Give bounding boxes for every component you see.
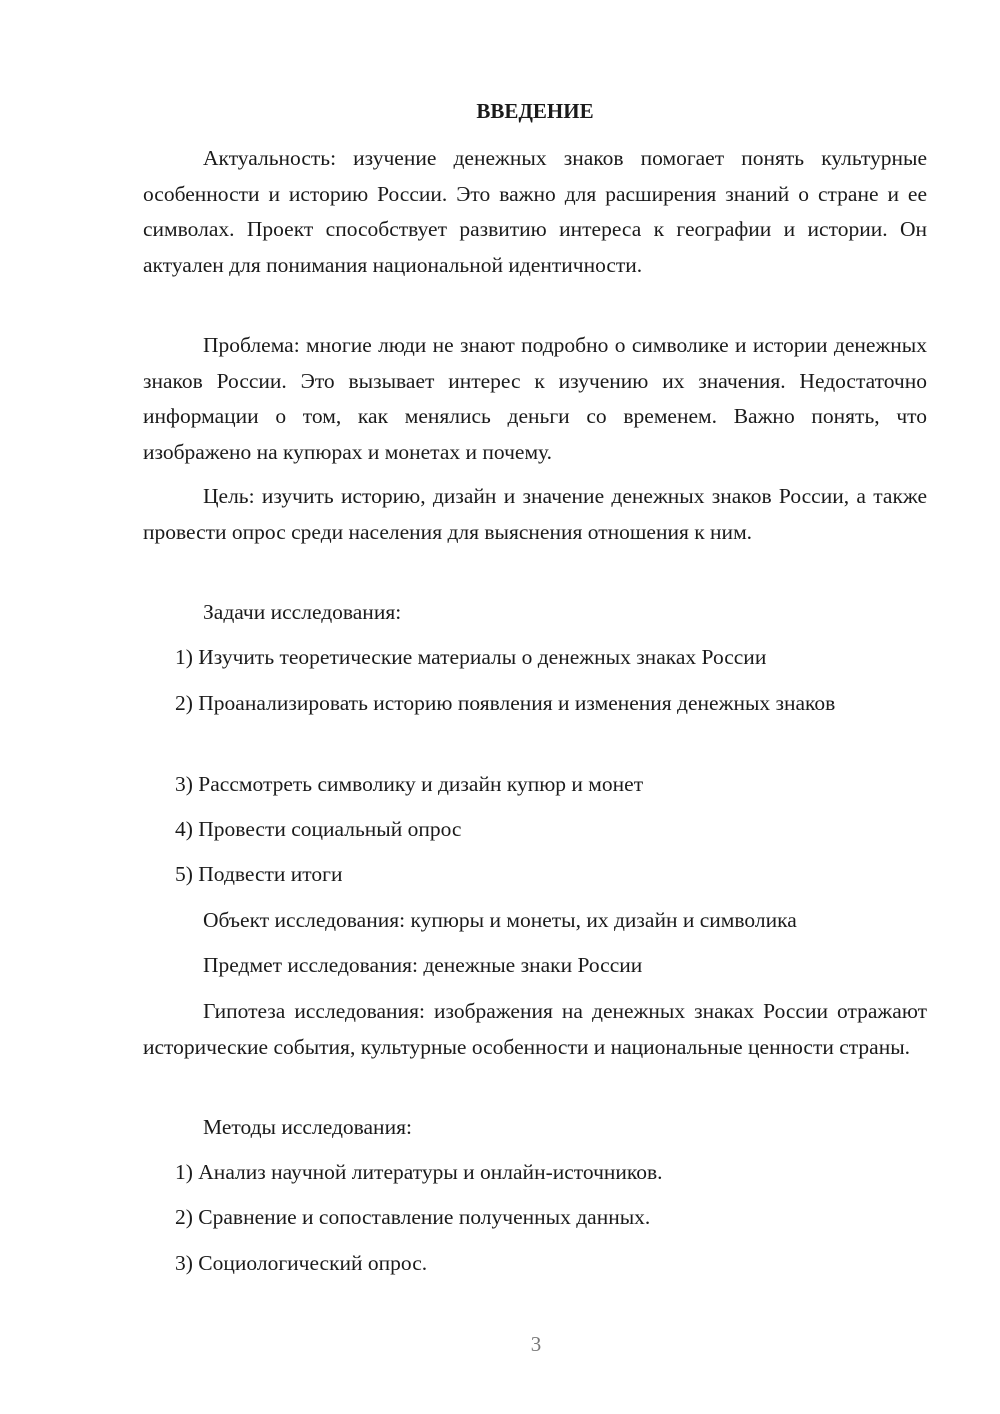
task-item: 5) Подвести итоги	[175, 862, 343, 886]
task-item: 3) Рассмотреть символику и дизайн купюр и монет	[175, 772, 644, 796]
relevance-paragraph: Актуальность: изучение денежных знаков помогает понять культурные особенности и историю России. Это важно для расширения знаний о стране и ее символах. Проект способствует развитию интереса к географии и истории. Он актуален для понимания национальной идентичности.	[143, 146, 927, 277]
methods-heading: Методы исследования:	[203, 1115, 412, 1139]
method-item: 2) Сравнение и сопоставление полученных данных.	[175, 1205, 651, 1229]
task-item: 4) Провести социальный опрос	[175, 817, 462, 841]
object-paragraph: Объект исследования: купюры и монеты, их дизайн и символика	[203, 908, 797, 932]
method-item: 3) Социологический опрос.	[175, 1251, 428, 1275]
hypothesis-paragraph: Гипотеза исследования: изображения на денежных знаках России отражают исторические события, культурные особенности и национальные ценности страны.	[143, 999, 927, 1059]
method-item: 1) Анализ научной литературы и онлайн-источников.	[175, 1160, 663, 1184]
task-item: 2) Проанализировать историю появления и изменения денежных знаков	[175, 691, 836, 715]
subject-paragraph: Предмет исследования: денежные знаки России	[203, 953, 643, 977]
task-item: 1) Изучить теоретические материалы о денежных знаках России	[175, 645, 767, 669]
page-title: ВВЕДЕНИЕ	[476, 99, 594, 123]
tasks-heading: Задачи исследования:	[203, 600, 402, 624]
problem-paragraph: Проблема: многие люди не знают подробно о символике и истории денежных знаков России. Это вызывает интерес к изучению их значения. Недостаточно информации о том, как менялись деньги со временем. Важно понять, что изображено на купюрах и монетах и почему.	[143, 333, 927, 464]
page-number: 3	[530, 1332, 542, 1356]
goal-paragraph: Цель: изучить историю, дизайн и значение денежных знаков России, а также провести опрос среди населения для выяснения отношения к ним.	[143, 484, 927, 544]
